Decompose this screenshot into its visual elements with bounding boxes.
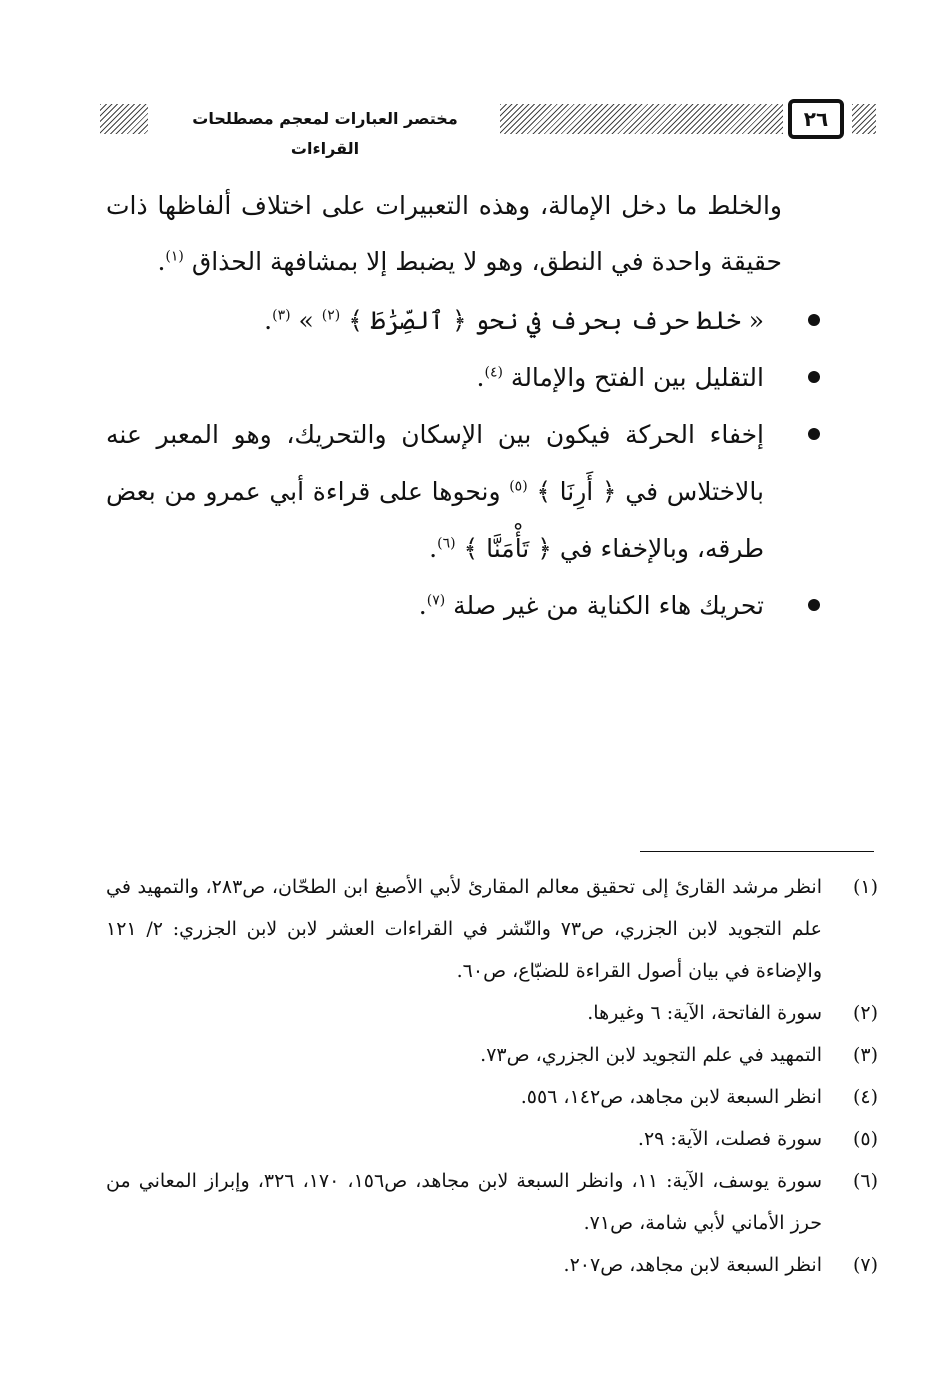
footnote-item xyxy=(106,1076,878,1118)
header-ornament-middle xyxy=(500,104,783,134)
header-ornament-right xyxy=(852,104,876,134)
bullet-dot-icon xyxy=(808,371,820,383)
footnote-text: انظر السبعة لابن مجاهد، ص١٤٢، ٥٥٦. xyxy=(520,1086,822,1108)
footnote-number: (٥) xyxy=(852,1128,878,1150)
footnote-item xyxy=(106,1034,878,1076)
footnote-text: انظر السبعة لابن مجاهد، ص٢٠٧. xyxy=(563,1254,822,1276)
footnote-ref: (٧) xyxy=(426,592,446,609)
bullet-text: ونحوها على قراءة أبي عمرو من بعض طرقه، وبالإخفاء في xyxy=(106,477,764,563)
bullet-item xyxy=(106,577,820,634)
footnote-text: سورة يوسف، الآية: ١١، وانظر السبعة لابن مجاهد، ص١٥٦، ١٧٠، ٣٢٦، وإبراز المعاني من حرز الأماني لأبي شامة، ص٧١. xyxy=(106,1170,823,1234)
running-header-title: مختصر العبارات لمعجم مصطلحات القراءات xyxy=(192,109,458,158)
footnote-list xyxy=(106,866,878,1286)
bullet-text: » xyxy=(290,306,322,335)
footnote-number: (١) xyxy=(852,876,878,898)
header-ornament-left xyxy=(100,104,148,134)
footnote-item xyxy=(106,1244,878,1286)
footnote-number: (٤) xyxy=(852,1086,878,1108)
quran-quote: ﴿ أَرِنَا ﴾ xyxy=(536,477,617,506)
quran-quote: ﴿ تَأْمَنَّا ﴾ xyxy=(463,534,552,563)
footnote-ref: (٢) xyxy=(321,307,341,324)
bullet-dot-icon xyxy=(808,599,820,611)
footnote-text: انظر مرشد القارئ إلى تحقيق معالم المقارئ لأبي الأصبغ ابن الطحّان، ص٢٨٣، والتمهيد في علم التجويد لابن الجزري، ص٧٣ والنّشر في القراءات العشر لابن لابن الجزري: ٢/ ١٢١ والإضاءة في بيان أصول القراءة للضبّاع، ص٦٠. xyxy=(106,876,822,982)
paragraph-end: . xyxy=(157,247,166,276)
bullet-text: « خلط حرف بحرف في نحو xyxy=(466,306,764,335)
footnote-text: سورة الفاتحة، الآية: ٦ وغيرها. xyxy=(587,1002,822,1024)
bullet-end: . xyxy=(476,363,485,392)
bullet-end: . xyxy=(264,306,273,335)
bullet-text: التقليل بين الفتح والإمالة xyxy=(502,363,764,392)
footnote-item xyxy=(106,1118,878,1160)
footnote-item xyxy=(106,992,878,1034)
bullet-dot-icon xyxy=(808,428,820,440)
footnote-text: التمهيد في علم التجويد لابن الجزري، ص٧٣. xyxy=(480,1044,822,1066)
bullet-dot-icon xyxy=(808,314,820,326)
footnote-ref: (٦) xyxy=(437,535,456,552)
bullet-end: . xyxy=(418,591,427,620)
footnote-item xyxy=(106,866,878,992)
footnote-text: سورة فصلت، الآية: ٢٩. xyxy=(637,1128,822,1150)
footnote-ref: (١) xyxy=(165,248,184,265)
footnote-ref: (٥) xyxy=(509,478,528,495)
main-paragraph xyxy=(106,178,782,290)
footnote-item xyxy=(106,1160,878,1244)
bullet-text: إخفاء الحركة فيكون بين الإسكان والتحريك، وهو المعبر عنه بالاختلاس في xyxy=(106,420,764,506)
bullet-item xyxy=(106,292,820,349)
bullet-item xyxy=(106,406,820,577)
footnote-number: (٢) xyxy=(852,1002,878,1024)
footnote-ref: (٤) xyxy=(484,364,503,381)
footnote-number: (٦) xyxy=(852,1170,878,1192)
footnote-number: (٧) xyxy=(852,1254,878,1276)
footnote-number: (٣) xyxy=(852,1044,878,1066)
footnote-ref: (٣) xyxy=(272,307,291,324)
paragraph-text: والخلط ما دخل الإمالة، وهذه التعبيرات على اختلاف ألفاظها ذات حقيقة واحدة في النطق، وهو لا يضبط إلا بمشافهة الحذاق xyxy=(106,191,782,276)
footnote-divider xyxy=(640,851,874,852)
bullet-end: . xyxy=(429,534,438,563)
quran-quote: ﴿ ٱلصِّرَٰطَ ﴾ xyxy=(348,306,467,335)
page-number: ٢٦ xyxy=(788,99,844,139)
bullet-list xyxy=(106,292,820,634)
bullet-text: تحريك هاء الكناية من غير صلة xyxy=(445,591,764,620)
bullet-item xyxy=(106,349,820,406)
